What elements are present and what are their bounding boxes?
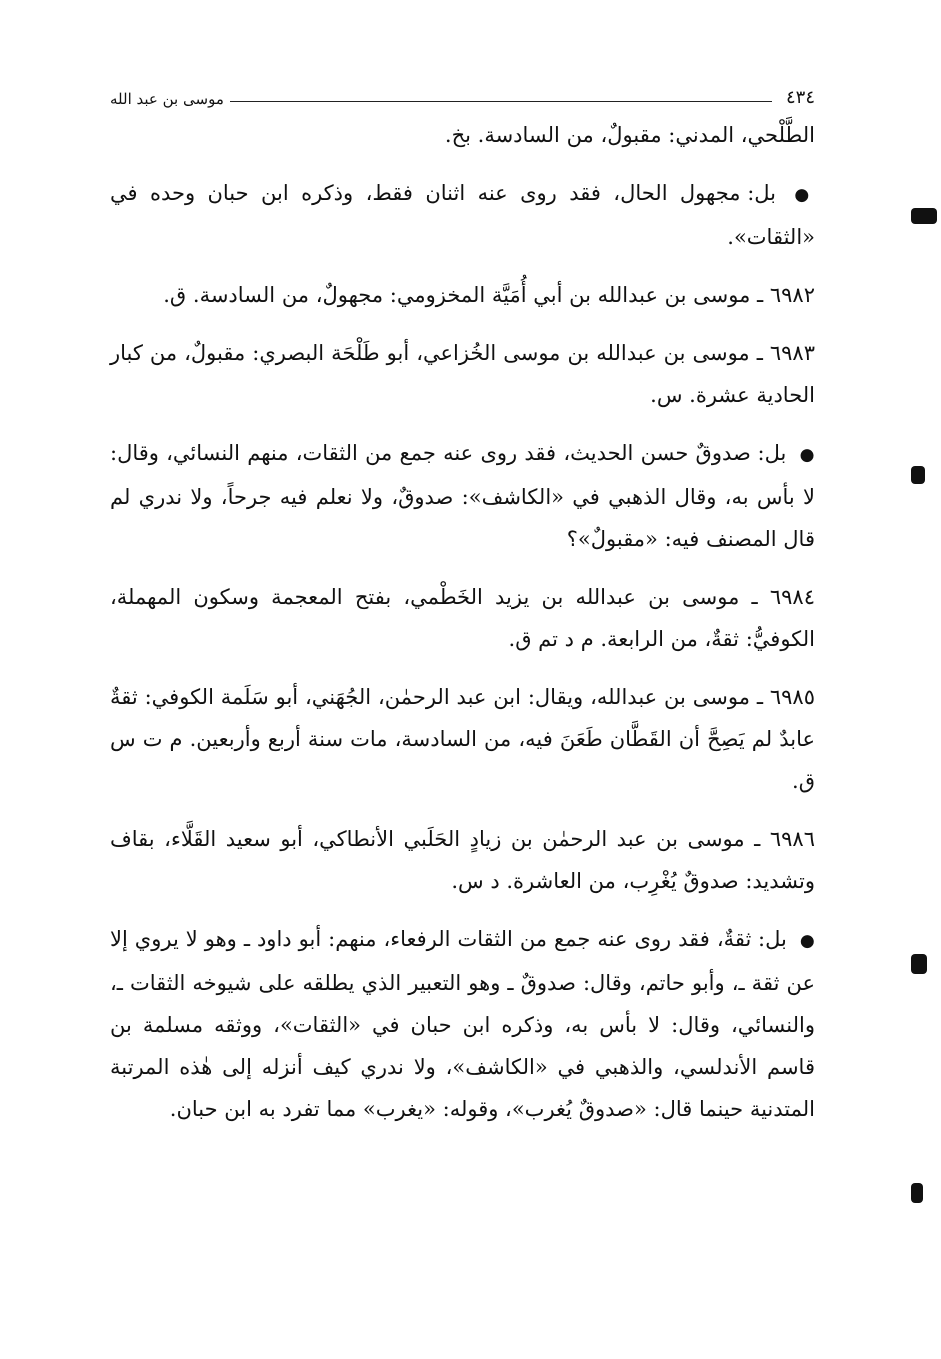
entry-paragraph [110,332,815,416]
entry-paragraph [110,818,815,902]
page-header [110,78,815,108]
comment-paragraph [110,172,815,258]
comment-text: بل: صدوقٌ حسن الحديث، فقد روى عنه جمع من الثقات، منهم النسائي، وقال: لا بأس به، وقال الذهبي في «الكاشف»: صدوقٌ، ولا نعلم فيه جرحاً، ولا ندري لم قال المصنف فيه: «مقبولٌ»؟ [110,441,815,551]
scan-mark [911,1183,923,1203]
comment-text: بل: مجهول الحال، فقد روى عنه اثنان فقط، وذكره ابن حبان وحده في «الثقات». [110,181,815,249]
book-page [110,78,815,1130]
entry-text: الطَّلْحي، المدني: مقبولٌ، من السادسة. بخ. [444,123,815,147]
comment-text: بل: ثقةٌ، فقد روى عنه جمع من الثقات الرفعاء، منهم: أبو داود ـ وهو لا يروي إلا عن ثقة ـ، وأبو حاتم، وقال: صدوقٌ ـ وهو التعبير الذي يطلقه على شيوخه الثقات ـ، والنسائي، وقال: لا بأس به، وذكره ابن حبان في «الثقات»، ووثقه مسلمة بن قاسم الأندلسي، والذهبي في «الكاشف»، ولا ندري كيف أنزله إلى هٰذه المرتبة المتدنية حينما قال: «صدوقٌ يُغرب»، وقوله: «يغرب» مما تفرد به ابن حبان. [110,927,815,1121]
comment-paragraph [110,432,815,560]
entry-paragraph [110,676,815,802]
comment-paragraph [110,918,815,1130]
scan-edge-marks [911,0,941,1359]
bullet-icon: ● [794,185,815,205]
entry-text: ٦٩٨٢ ـ موسى بن عبدالله بن أبي أُمَيَّة المخزومي: مجهولٌ، من السادسة. ق. [163,283,815,307]
page-body [110,114,815,1130]
bullet-icon: ● [799,445,815,465]
entry-text: ٦٩٨٥ ـ موسى بن عبدالله، ويقال: ابن عبد الرحمٰن، الجُهَني، أبو سَلَمة الكوفي: ثقةٌ عابدٌ لم يَصِحَّ أن القَطَّان طَعَنَ فيه، من السادسة، مات سنة أربع وأربعين. م ت س ق. [110,685,815,793]
header-rule [230,101,772,102]
entry-text: ٦٩٨٤ ـ موسى بن عبدالله بن يزيد الخَطْمي، بفتح المعجمة وسكون المهملة، الكوفيُّ: ثقةٌ، من الرابعة. م د تم ق. [110,585,815,651]
entry-paragraph [110,114,815,156]
entry-text: ٦٩٨٦ ـ موسى بن عبد الرحمٰن بن زيادٍ الحَلَبي الأنطاكي، أبو سعيد القَلَّاء، بقاف وتشديد: صدوقٌ يُغْرِب، من العاشرة. د س. [110,827,815,893]
scan-mark [911,954,927,974]
page-number: ٤٣٤ [785,87,815,108]
scan-mark [911,466,925,484]
entry-paragraph [110,274,815,316]
bullet-icon: ● [799,931,815,951]
entry-text: ٦٩٨٣ ـ موسى بن عبدالله بن موسى الخُزاعي، أبو طَلْحَة البصري: مقبولٌ، من كبار الحادية عشرة. س. [110,341,815,407]
running-title: موسى بن عبد الله [110,90,224,108]
scan-mark [911,208,937,224]
entry-paragraph [110,576,815,660]
